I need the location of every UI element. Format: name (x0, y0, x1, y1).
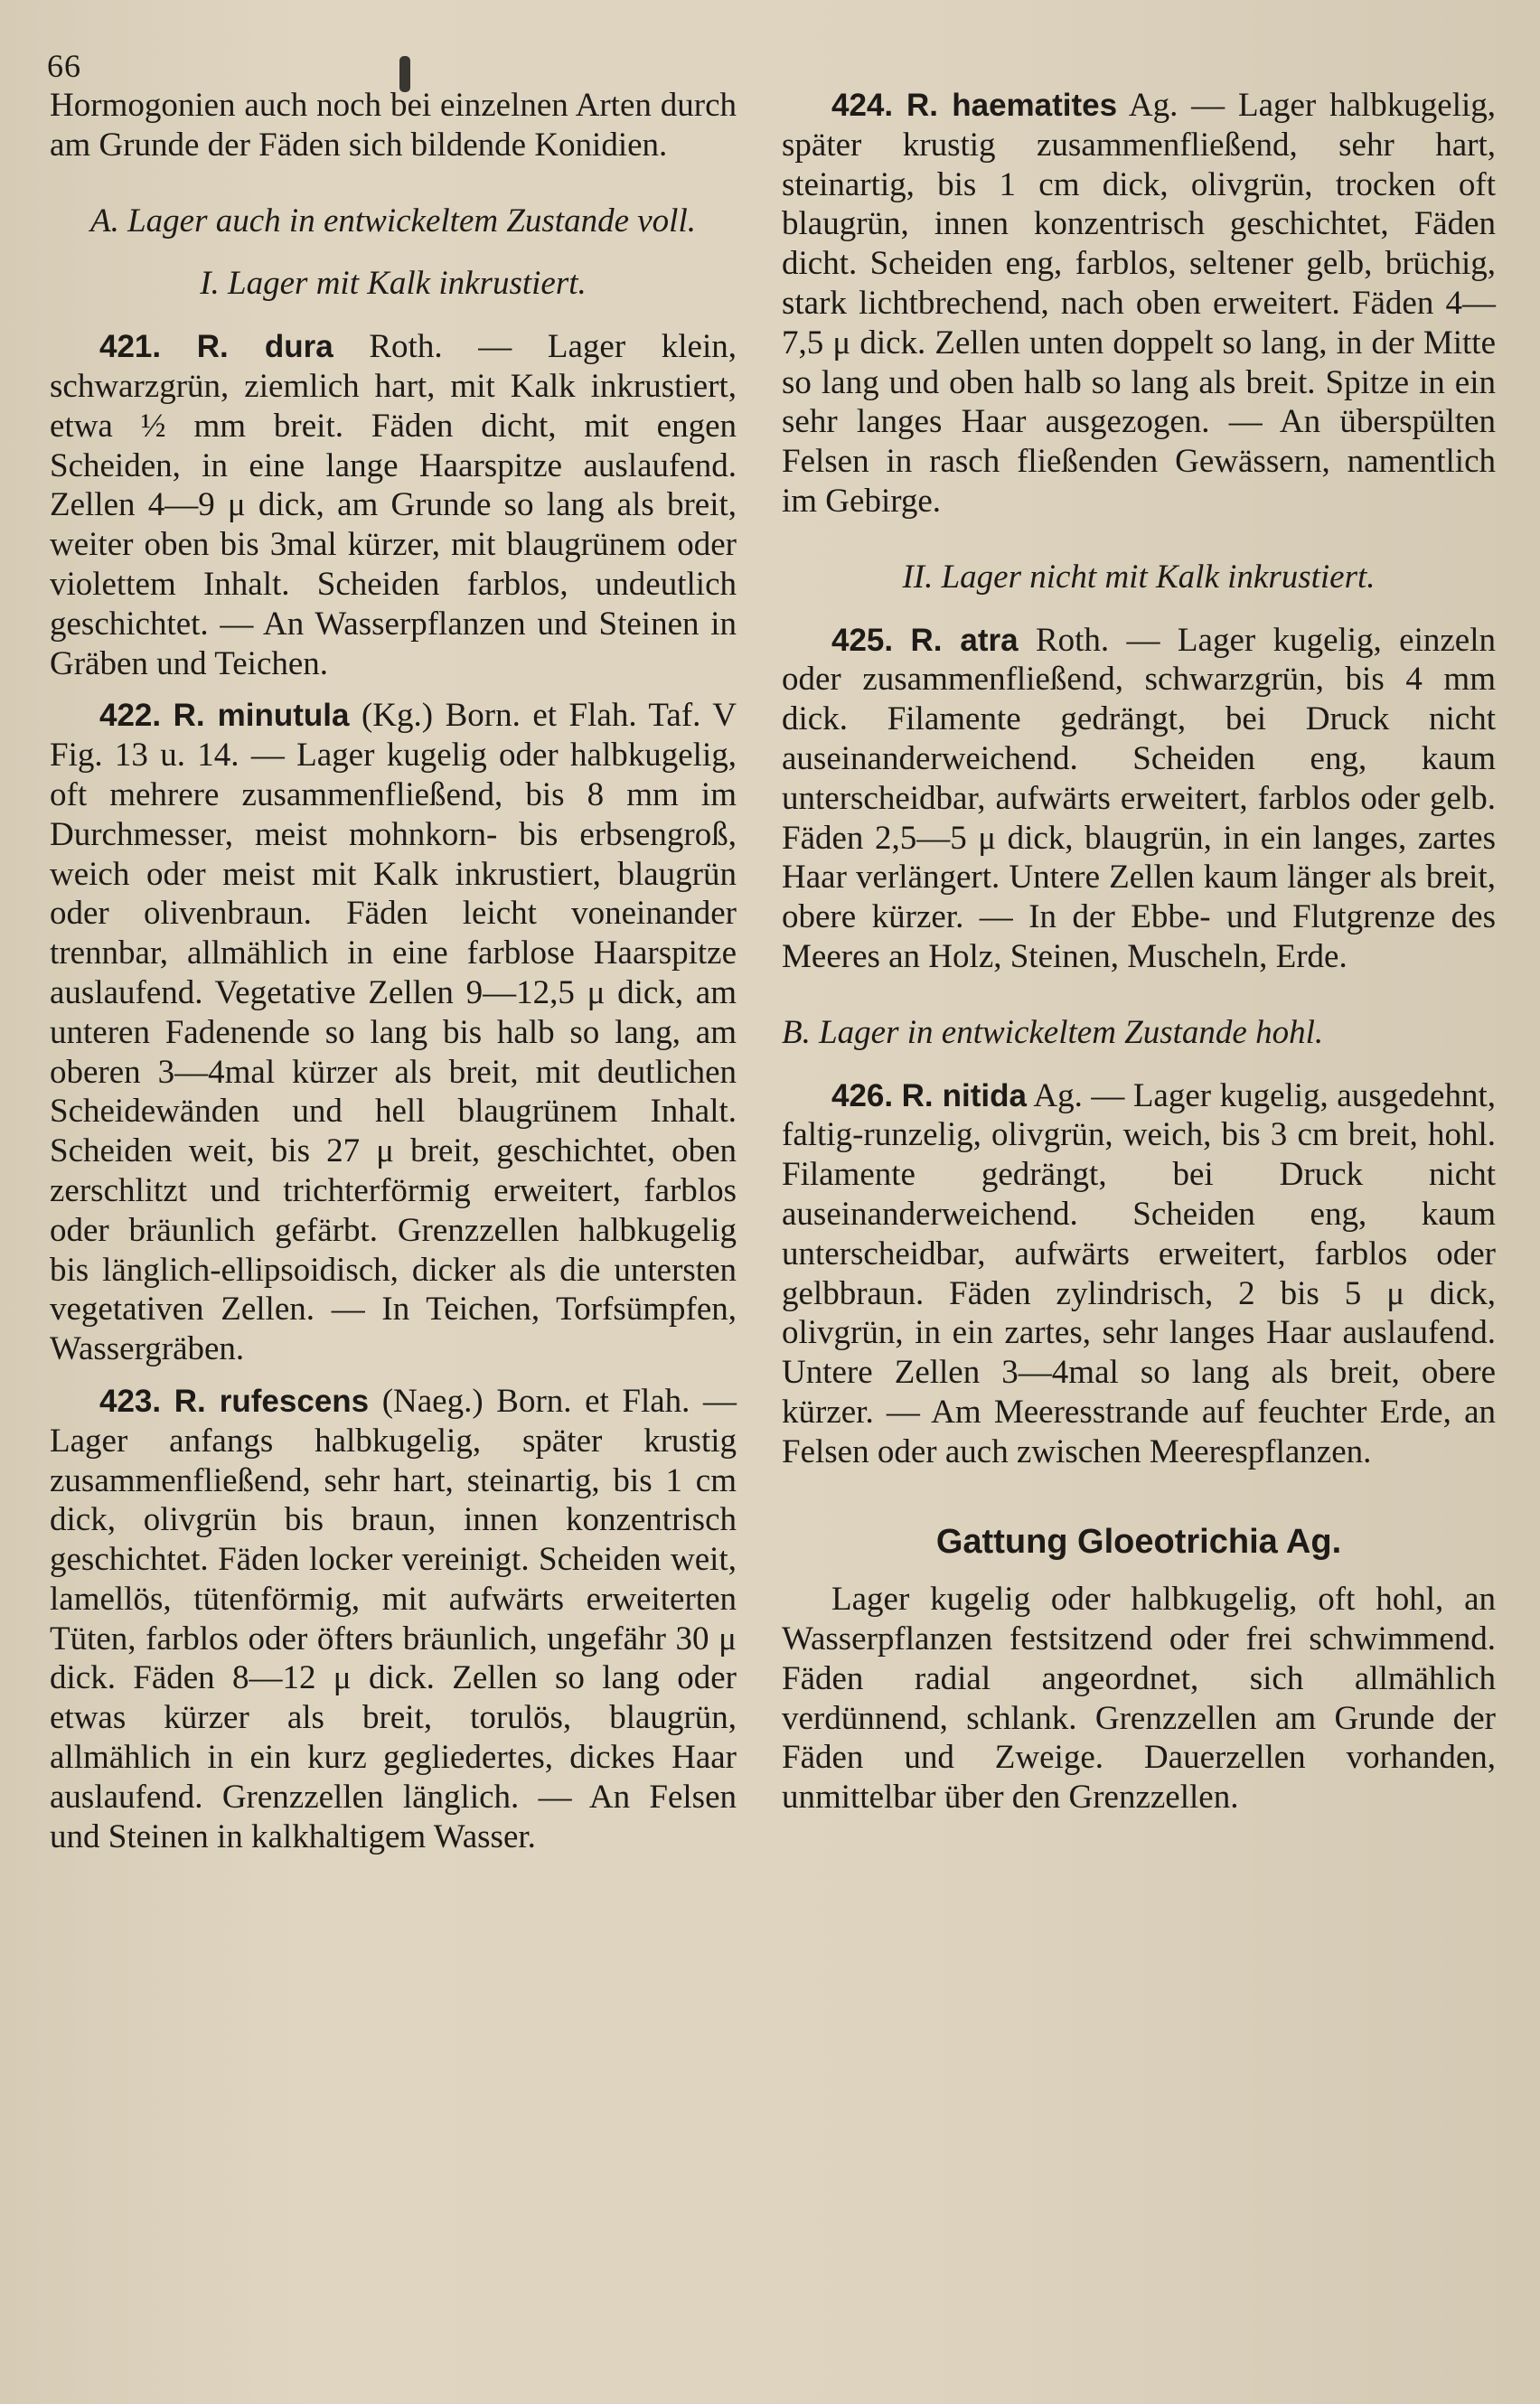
species-entry-422 (50, 696, 737, 1369)
section-heading-b: B. Lager in entwickeltem Zustande hohl. (782, 1013, 1324, 1051)
species-author: (Naeg.) Born. et Flah. (369, 1382, 690, 1420)
genus-heading: Gattung Gloeotrichia Ag. (935, 1522, 1342, 1561)
species-number: 425. (831, 622, 894, 658)
species-name: R. minutula (173, 698, 350, 734)
section-heading-a2: II. Lager nicht mit Kalk inkrustiert. (902, 558, 1376, 596)
species-description: Taf. V Fig. 13 u. 14. — Lager kugelig oder halbkugelig, oft mehrere zusammenfließend, bis 8 mm im Durchmesser, meist mohnkorn- bis erbsengroß, weich oder meist mit Kalk inkrustiert, blaugrün oder olivenbraun. Fäden leicht voneinander trennbar, allmählich in eine farblose Haarspitze auslaufend. Vegetative Zellen 9—12,5 μ dick, am unteren Fadenende so lang bis halb so lang, am oberen 3—4mal kürzer als breit, mit deutlichen Scheidewänden und hell blaugrünem Inhalt. Scheiden weit, bis 27 μ breit, geschichtet, oben zerschlitzt und trichterförmig erweitert, farblos oder bräunlich gefärbt. Grenzzellen halbkugelig bis länglich-ellipsoidisch, dicker als die untersten vegetativen Zellen. — In Teichen, Torfsümpfen, Wassergräben. (50, 697, 737, 1368)
species-author: Ag. (1117, 87, 1178, 124)
page-number: 66 (47, 48, 81, 84)
species-author: (Kg.) Born. et Flah. (349, 697, 637, 735)
species-description: — Lager halbkugelig, später krustig zusammenfließend, sehr hart, steinartig, bis 1 cm dick, olivgrün, trocken oft blaugrün, innen konzentrisch geschichtet, Fäden dicht. Scheiden eng, farblos, seltener gelb, brüchig, stark lichtbrechend, nach oben erweitert. Fäden 4—7,5 μ dick. Zellen unten doppelt so lang, in der Mitte so lang und oben halb so lang als breit. Spitze in ein sehr langes Haar ausgezogen. — An überspülten Felsen in rasch fließenden Gewässern, namentlich im Gebirge. (782, 87, 1497, 520)
genus-description: Lager kugelig oder halbkugelig, oft hohl, an Wasserpflanzen festsitzend oder frei schwimmend. Fäden radial angeordnet, sich allmählich verdünnend, schlank. Grenzzellen am Grunde der Fäden und Zweige. Dauerzellen vorhanden, unmittelbar über den Grenzzellen. (782, 1581, 1496, 1817)
species-name: R. atra (910, 622, 1019, 658)
species-entry-426 (782, 1076, 1496, 1472)
species-number: 423. (99, 1383, 162, 1419)
section-heading-a1: I. Lager mit Kalk inkrustiert. (200, 265, 587, 303)
left-column (50, 86, 737, 1856)
species-entry-421 (50, 327, 737, 683)
species-author: Roth. (333, 328, 443, 366)
species-description: — Lager kugelig, einzeln oder zusammenfließend, schwarzgrün, bis 4 mm dick. Filamente gedrängt, bei Druck nicht auseinanderweichend. Scheiden eng, kaum unterscheidbar, aufwärts erweitert, farblos oder gelb. Fäden 2,5—5 μ dick, blaugrün, in ein langes, zartes Haar verlängert. Untere Zellen kaum länger als breit, obere kürzer. — In der Ebbe- und Flutgrenze des Meeres an Holz, Steinen, Muscheln, Erde. (782, 621, 1497, 975)
species-description: — Lager anfangs halbkugelig, später krustig zusammenfließend, sehr hart, steinartig, bis 1 cm dick, olivgrün bis braun, innen konzentrisch geschichtet. Fäden locker vereinigt. Scheiden weit, lamellös, tütenförmig, mit aufwärts erweiterten Tüten, farblos oder öfters bräunlich, ungefähr 30 μ dick. Fäden 8—12 μ dick. Zellen so lang oder etwas kürzer als breit, torulös, blaugrün, allmählich in ein kurz gegliedertes, dickes Haar auslaufend. Grenzzellen länglich. — An Felsen und Steinen in kalkhaltigem Wasser. (50, 1382, 737, 1855)
species-number: 422. (99, 698, 162, 734)
species-entry-425 (782, 621, 1496, 977)
section-heading-a: A. Lager auch in entwickeltem Zustande voll. (90, 202, 696, 239)
species-number: 421. (99, 329, 162, 365)
species-name: R. haematites (906, 88, 1118, 123)
species-author: Roth. (1018, 621, 1110, 659)
right-column (782, 86, 1496, 1817)
species-author: Ag. (1026, 1076, 1083, 1114)
species-entry-424 (782, 86, 1496, 521)
species-description: — Lager klein, schwarzgrün, ziemlich hart, mit Kalk inkrustiert, etwa ½ mm breit. Fäden dicht, mit engen Scheiden, in eine lange Haarspitze auslaufend. Zellen 4—9 μ dick, am Grunde so lang als breit, weiter oben bis 3mal kürzer, mit blaugrünem oder violettem Inhalt. Scheiden farblos, undeutlich geschichtet. — An Wasserpflanzen und Steinen in Gräben und Teichen. (50, 328, 737, 682)
species-entry-423 (50, 1382, 737, 1857)
species-description: — Lager kugelig, ausgedehnt, faltig-runzelig, olivgrün, weich, bis 3 cm breit, hohl. Filamente gedrängt, bei Druck nicht auseinanderweichend. Scheiden eng, kaum unterscheidbar, aufwärts erweitert, farblos oder gelbbraun. Fäden zylindrisch, 2 bis 5 μ dick, olivgrün, in ein zartes, sehr langes Haar auslaufend. Untere Zellen 3—4mal so lang als breit, obere kürzer. — Am Meeresstrande auf feuchter Erde, an Felsen oder auch zwischen Meerespflanzen. (782, 1076, 1496, 1470)
species-name: R. rufescens (174, 1383, 370, 1419)
species-name: R. dura (196, 329, 333, 365)
species-number: 424. (831, 88, 894, 123)
intro-paragraph: Hormogonien auch noch bei einzelnen Arten durch am Grunde der Fäden sich bildende Konidien. (50, 87, 737, 164)
species-number: 426. (831, 1077, 894, 1113)
species-name: R. nitida (901, 1077, 1027, 1113)
